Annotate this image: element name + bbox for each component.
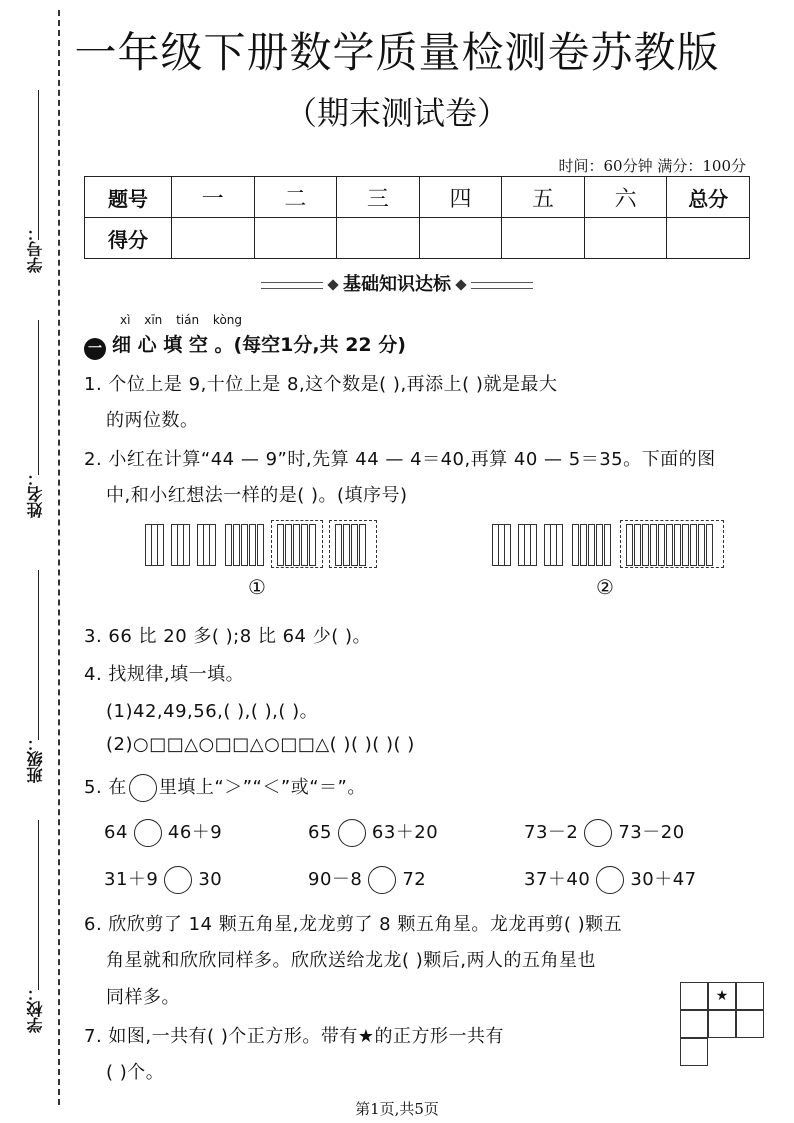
single-stick [642,524,649,566]
score-header-cell: 二 [254,177,337,218]
stick-figure-1 [145,524,380,570]
score-cell[interactable] [337,218,420,259]
compare-left: 31＋9 [104,869,159,890]
compare-item [524,818,685,847]
score-cell[interactable] [502,218,585,259]
single-stick [706,524,713,566]
single-stick [285,524,292,566]
section-banner [0,270,794,296]
question-6-line2: 角星就和欣欣同样多。欣欣送给龙龙( )颗后,两人的五角星也 [106,950,596,971]
figure-2-label: ② [596,575,614,599]
question-1-line2: 的两位数。 [106,410,199,431]
score-header-cell: 三 [337,177,420,218]
section1-number-badge: 一 [84,338,106,360]
compare-right: 63＋20 [371,822,439,843]
name-blank[interactable] [38,320,39,475]
class-label: 班级： [26,735,45,783]
single-stick [343,524,350,566]
score-cell[interactable] [254,218,337,259]
single-stick [233,524,240,566]
compare-right: 30＋47 [630,869,697,890]
question-5-suffix: 里填上“＞”“＜”或“＝”。 [158,777,366,798]
section1-heading [84,330,406,360]
compare-answer-circle[interactable] [164,866,192,894]
score-table [84,176,750,259]
stick-bundle-icon [197,524,215,564]
banner-right-diamond-icon [455,279,466,290]
question-4-part2: (2)○□□△○□□△○□□△( )( )( )( ) [106,734,415,755]
score-cell[interactable] [584,218,667,259]
single-stick [572,524,579,566]
compare-left: 37＋40 [524,869,591,890]
single-stick [335,524,342,566]
question-7-line2: ( )个。 [106,1062,165,1083]
single-stick [690,524,697,566]
single-stick [674,524,681,566]
compare-item [524,865,697,894]
banner-left-diamond-icon [327,279,338,290]
grid-cell [736,1010,764,1038]
class-blank[interactable] [38,570,39,740]
stick-bundle-icon [171,524,189,564]
stick-bundle-icon [492,524,510,564]
compare-left: 64 [104,822,128,843]
single-stick [588,524,595,566]
score-cell[interactable] [419,218,502,259]
single-stick [257,524,264,566]
exam-meta: 时间：60分钟 满分：100分 [558,157,746,175]
single-stick [596,524,603,566]
banner-right-rule [471,282,533,289]
binding-dashed-line [58,10,60,1105]
compare-right: 73－20 [618,822,685,843]
compare-circle-icon [129,774,157,802]
score-cell[interactable] [172,218,255,259]
question-4: 4. 找规律,填一填。 [84,664,245,685]
name-label: 姓名： [26,470,45,518]
score-header-cell: 六 [584,177,667,218]
star-icon: ★ [715,988,729,1004]
banner-text: 基础知识达标 [343,274,451,295]
compare-answer-circle[interactable] [584,819,612,847]
score-cell[interactable] [667,218,750,259]
single-stick [698,524,705,566]
single-stick [682,524,689,566]
score-table-header-row [85,177,750,218]
compare-item [308,865,426,894]
compare-right: 72 [402,869,427,890]
score-row-label: 得分 [85,218,172,259]
stick-figure-2 [492,524,727,570]
compare-left: 73－2 [524,822,579,843]
single-stick [604,524,611,566]
single-stick [658,524,665,566]
single-stick [249,524,256,566]
compare-right: 46＋9 [167,822,223,843]
single-stick [351,524,358,566]
school-blank[interactable] [38,820,39,990]
question-6-line1: 6. 欣欣剪了 14 颗五角星,龙龙剪了 8 颗五角星。龙龙再剪( )颗五 [84,914,623,935]
question-2-line1: 2. 小红在计算“44 — 9”时,先算 44 — 4＝40,再算 40 — 5＝35。下面的图 [84,449,716,470]
student-id-label: 学号： [26,225,45,273]
question-5-prefix: 5. 在 [84,777,127,798]
section1-title: 细 心 填 空 。(每空1分,共 22 分) [112,334,406,356]
single-stick [309,524,316,566]
school-label: 学校： [26,985,45,1033]
question-3: 3. 66 比 20 多( );8 比 64 少( )。 [84,626,371,647]
score-header-cell: 四 [419,177,502,218]
score-header-cell: 题号 [85,177,172,218]
single-stick [580,524,587,566]
stick-bundle-icon [518,524,536,564]
compare-answer-circle[interactable] [596,866,624,894]
grid-cell [680,1010,708,1038]
stick-bundle-icon [145,524,163,564]
single-stick [626,524,633,566]
compare-item [308,818,438,847]
single-stick [293,524,300,566]
score-header-cell: 一 [172,177,255,218]
compare-answer-circle[interactable] [368,866,396,894]
single-stick [666,524,673,566]
compare-right: 30 [198,869,223,890]
question-1-line1: 1. 个位上是 9,十位上是 8,这个数是( ),再添上( )就是最大 [84,374,558,395]
score-header-cell: 总分 [667,177,750,218]
grid-cell [680,982,708,1010]
page-title: 一年级下册数学质量检测卷苏教版 [74,28,720,77]
grid-cell [736,982,764,1010]
figure-1-label: ① [248,575,266,599]
single-stick [241,524,248,566]
single-stick [650,524,657,566]
compare-item [104,818,222,847]
compare-left: 90－8 [308,869,363,890]
page-footer: 第1页,共5页 [355,1100,439,1118]
question-5 [84,773,366,802]
page-subtitle: （期末测试卷） [284,94,509,132]
grid-cell [708,1010,736,1038]
compare-left: 65 [308,822,332,843]
single-stick [277,524,284,566]
compare-answer-circle[interactable] [338,819,366,847]
question-6-line3: 同样多。 [106,987,180,1008]
section1-pinyin: xì xīn tián kòng [120,313,243,327]
question-7-line1: 7. 如图,一共有( )个正方形。带有★的正方形一共有 [84,1026,505,1047]
grid-cell [680,1038,708,1066]
single-stick [301,524,308,566]
compare-answer-circle[interactable] [134,819,162,847]
banner-left-rule [261,282,323,289]
compare-item [104,865,222,894]
grid-cell-star [708,982,736,1010]
question-4-part1: (1)42,49,56,( ),( ),( )。 [106,701,319,722]
score-table-score-row [85,218,750,259]
single-stick [225,524,232,566]
single-stick [359,524,366,566]
single-stick [634,524,641,566]
question-2-line2: 中,和小红想法一样的是( )。(填序号) [106,485,408,506]
score-header-cell: 五 [502,177,585,218]
stick-bundle-icon [544,524,562,564]
